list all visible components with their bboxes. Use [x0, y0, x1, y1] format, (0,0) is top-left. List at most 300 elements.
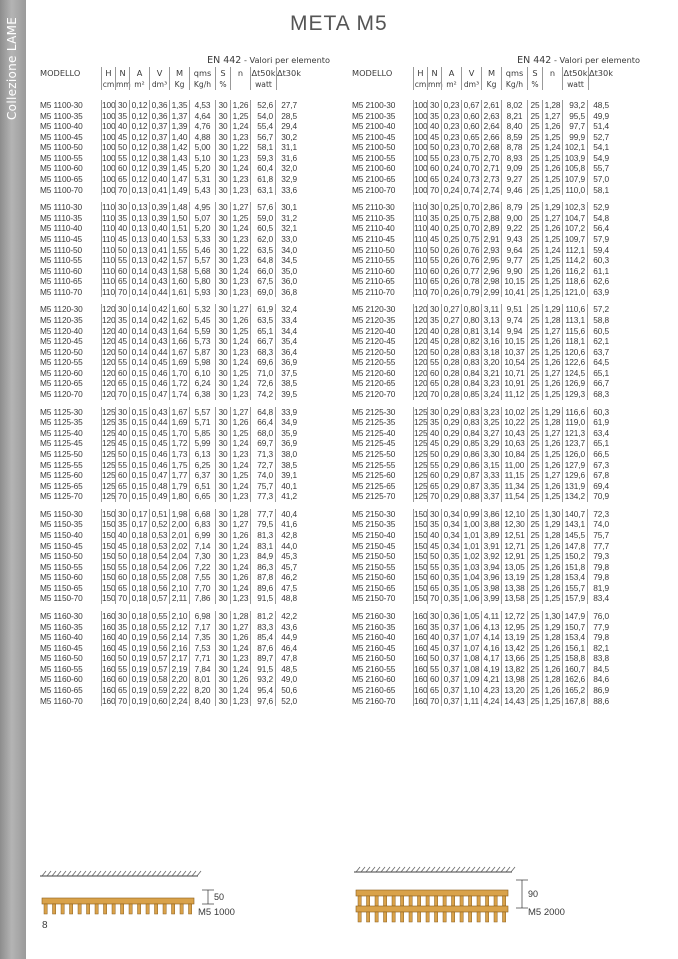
cell-s-percent: 30 [215, 100, 230, 111]
cell-output-dt50: 69,6 [250, 357, 275, 368]
cell-output-dt30: 60,3 [587, 407, 611, 418]
wall-hatch [461, 867, 465, 872]
cell-output-dt30: 81,9 [587, 583, 611, 594]
cell-area: 0,15 [129, 470, 149, 481]
cell-n-exponent: 1,27 [542, 213, 562, 224]
cell-flow: 5,10 [189, 153, 215, 164]
cell-output-dt30: 31,6 [275, 153, 299, 164]
cell-n-exponent: 1,23 [230, 255, 250, 266]
wall-hatch [451, 867, 455, 872]
cell-volume: 0,41 [149, 185, 169, 196]
dimension-label: 90 [528, 889, 539, 899]
cell-s-percent: 25 [527, 685, 542, 696]
cell-n-exponent: 1,24 [230, 664, 250, 675]
cell-n-exponent: 1,25 [542, 287, 562, 298]
cell-model: M5 2110-30 [352, 202, 395, 213]
cell-flow: 12,10 [501, 509, 527, 520]
cell-volume: 0,85 [461, 389, 481, 400]
cell-model: M5 1100-40 [40, 121, 83, 132]
cell-spacing: 35 [115, 519, 129, 530]
cell-s-percent: 25 [527, 378, 542, 389]
cell-height: 160 [414, 621, 428, 632]
cell-model: M5 2150-30 [352, 508, 396, 519]
table-row [352, 132, 640, 143]
cell-height: 150 [102, 593, 116, 604]
cell-s-percent: 30 [215, 326, 230, 337]
cell-model: M5 2150-45 [352, 540, 396, 551]
cell-volume: 0,40 [149, 234, 169, 245]
cell-area: 0,26 [441, 245, 461, 256]
cell-volume: 0,70 [461, 163, 481, 174]
cell-model: M5 1100-55 [40, 152, 83, 163]
cell-spacing: 65 [427, 685, 441, 696]
cell-volume: 0,40 [149, 174, 169, 185]
cell-height: 100 [102, 163, 116, 174]
cell-output-dt30: 79,3 [587, 551, 611, 562]
cell-model: M5 2150-60 [352, 572, 396, 583]
table-row [40, 174, 330, 185]
cell-flow: 13,58 [501, 593, 527, 604]
table-row [352, 185, 640, 196]
cell-height: 125 [102, 459, 116, 470]
cell-height: 150 [102, 572, 116, 583]
cell-area: 0,15 [129, 460, 149, 471]
cell-spacing: 35 [427, 417, 441, 428]
radiator-element [180, 904, 183, 914]
cell-height: 100 [414, 121, 428, 132]
cell-volume: 0,80 [461, 304, 481, 315]
wall-hatch [401, 867, 405, 872]
radiator-element [375, 912, 378, 922]
cell-model: M5 1120-70 [40, 389, 83, 400]
wall-hatch [62, 871, 66, 876]
cell-mass: 1,74 [169, 389, 189, 400]
cell-height: 125 [414, 491, 428, 502]
cell-area: 0,12 [129, 132, 149, 143]
cell-spacing: 35 [427, 213, 441, 224]
table-row [40, 266, 330, 277]
unit-label-flow: Kg/h [189, 79, 215, 90]
cell-volume: 1,01 [461, 530, 481, 541]
wall-hatch [77, 871, 81, 876]
cell-output-dt30: 40,1 [275, 481, 299, 492]
cell-model: M5 1150-60 [40, 572, 83, 583]
cell-flow: 5,20 [189, 223, 215, 234]
cell-s-percent: 30 [215, 153, 230, 164]
cell-model: M5 1120-45 [40, 336, 83, 347]
radiator-element [409, 896, 412, 906]
cell-flow: 8,40 [501, 121, 527, 132]
cell-flow: 7,86 [189, 593, 215, 604]
cell-volume: 0,39 [149, 213, 169, 224]
table-row [352, 460, 640, 471]
cell-flow: 8,78 [501, 142, 527, 153]
cell-area: 0,17 [129, 509, 149, 520]
column-header-model: MODELLO [352, 68, 393, 78]
wall-hatch [102, 871, 106, 876]
wall-hatch [172, 871, 176, 876]
wall-hatch [446, 867, 450, 872]
cell-model: M5 1100-65 [40, 174, 83, 185]
cell-n-exponent: 1,26 [542, 357, 562, 368]
cell-area: 0,37 [441, 674, 461, 685]
cell-height: 120 [414, 378, 428, 389]
cell-spacing: 70 [427, 696, 441, 707]
standard-name: EN 442 [517, 55, 552, 66]
table-row [40, 223, 330, 234]
cell-volume: 0,39 [149, 202, 169, 213]
cell-mass: 3,29 [481, 438, 501, 449]
cell-area: 0,14 [129, 287, 149, 298]
cell-area: 0,29 [441, 449, 461, 460]
cell-flow: 10,15 [501, 336, 527, 347]
cell-spacing: 45 [115, 643, 129, 654]
cell-height: 110 [414, 276, 427, 287]
cell-mass: 1,70 [169, 368, 189, 379]
cell-model: M5 2110-40 [352, 223, 395, 234]
cell-model: M5 2120-55 [352, 357, 396, 368]
cell-spacing: 50 [427, 551, 441, 562]
cell-area: 0,23 [441, 142, 461, 153]
cell-model: M5 1120-30 [40, 304, 83, 315]
cell-s-percent: 30 [215, 470, 230, 481]
cell-volume: 0,38 [149, 153, 169, 164]
cell-volume: 0,51 [149, 509, 169, 520]
radiator-element [503, 912, 506, 922]
cell-s-percent: 30 [215, 562, 230, 573]
cell-mass: 1,69 [169, 417, 189, 428]
cell-n-exponent: 1,26 [542, 266, 562, 277]
cell-model: M5 2100-45 [352, 131, 396, 142]
cell-output-dt30: 52,9 [587, 202, 611, 213]
cell-output-dt30: 48,5 [275, 664, 299, 675]
cell-volume: 0,73 [461, 174, 481, 185]
cell-output-dt30: 33,9 [275, 407, 299, 418]
cell-area: 0,29 [441, 491, 461, 502]
cell-output-dt30: 67,3 [587, 460, 611, 471]
cell-output-dt50: 165,2 [562, 685, 587, 696]
cell-model: M5 1100-35 [40, 110, 83, 121]
table-row [352, 449, 640, 460]
wall-hatch [167, 871, 171, 876]
radiator-element [384, 912, 387, 922]
cell-spacing: 35 [115, 213, 129, 224]
cell-volume: 0,38 [149, 142, 169, 153]
cell-s-percent: 30 [215, 185, 230, 196]
cell-area: 0,23 [441, 132, 461, 143]
cell-n-exponent: 1,27 [230, 202, 250, 213]
cell-mass: 4,24 [481, 696, 501, 707]
cell-output-dt50: 120,6 [562, 347, 587, 358]
cell-model: M5 2150-70 [352, 593, 396, 604]
cell-volume: 0,49 [149, 491, 169, 502]
cell-output-dt50: 121,0 [562, 287, 587, 298]
radiator-element [367, 912, 370, 922]
cell-output-dt50: 86,3 [250, 562, 275, 573]
cell-spacing: 30 [427, 202, 441, 213]
table-row [40, 255, 330, 266]
cell-volume: 0,44 [149, 417, 169, 428]
cell-n-exponent: 1,26 [542, 664, 562, 675]
cell-output-dt50: 103,9 [562, 153, 587, 164]
cell-s-percent: 30 [215, 417, 230, 428]
wall-hatch [187, 871, 191, 876]
column-header-flow: qms [501, 67, 527, 79]
cell-output-dt50: 145,5 [562, 530, 587, 541]
cell-output-dt30: 83,4 [587, 593, 611, 604]
table-row [352, 481, 640, 492]
cell-output-dt30: 54,8 [587, 213, 611, 224]
cell-area: 0,26 [441, 255, 461, 266]
sidebar-band [0, 0, 26, 959]
table-row [40, 460, 330, 471]
cell-spacing: 45 [115, 132, 129, 143]
cell-s-percent: 25 [527, 163, 542, 174]
table-body [352, 100, 640, 706]
cell-s-percent: 25 [527, 326, 542, 337]
cell-height: 120 [414, 336, 428, 347]
cell-height: 125 [102, 470, 116, 481]
cell-output-dt30: 65,1 [587, 368, 611, 379]
table-row [352, 407, 640, 418]
cell-spacing: 35 [427, 111, 441, 122]
cell-output-dt30: 57,9 [587, 234, 611, 245]
cell-mass: 2,19 [169, 664, 189, 675]
unit-label-s-percent: % [527, 79, 542, 90]
cell-mass: 2,24 [169, 696, 189, 707]
cell-volume: 0,99 [461, 509, 481, 520]
cell-output-dt50: 74,0 [250, 470, 275, 481]
cell-s-percent: 30 [215, 174, 230, 185]
wall-hatch [127, 871, 131, 876]
cell-spacing: 45 [115, 234, 129, 245]
cell-n-exponent: 1,24 [230, 583, 250, 594]
cell-s-percent: 25 [527, 449, 542, 460]
cell-height: 110 [102, 276, 115, 287]
cell-output-dt30: 49,0 [275, 674, 299, 685]
cell-height: 100 [102, 110, 116, 121]
cell-mass: 1,60 [169, 304, 189, 315]
cell-spacing: 50 [427, 245, 441, 256]
cell-area: 0,37 [441, 664, 461, 675]
cell-output-dt50: 60,5 [250, 223, 275, 234]
cell-n-exponent: 1,25 [542, 132, 562, 143]
cell-model: M5 2150-35 [352, 519, 396, 530]
cell-flow: 9,09 [501, 163, 527, 174]
cell-output-dt30: 42,2 [275, 611, 299, 622]
cell-mass: 1,35 [169, 100, 189, 111]
cell-s-percent: 25 [527, 407, 542, 418]
cell-s-percent: 30 [215, 491, 230, 502]
cell-s-percent: 30 [215, 519, 230, 530]
cell-model: M5 1150-70 [40, 593, 83, 604]
cell-flow: 8,01 [189, 674, 215, 685]
cell-area: 0,23 [441, 153, 461, 164]
cell-height: 110 [102, 202, 115, 213]
column-header-spacing: N [115, 67, 129, 79]
cell-mass: 1,79 [169, 481, 189, 492]
cell-output-dt50: 113,1 [562, 315, 587, 326]
wall-hatch [491, 867, 495, 872]
wall-hatch [356, 867, 360, 872]
column-header-mass: M [169, 67, 189, 79]
cell-area: 0,15 [129, 449, 149, 460]
cell-area: 0,28 [441, 326, 461, 337]
cell-volume: 1,05 [461, 611, 481, 622]
cell-s-percent: 25 [527, 611, 542, 622]
cell-output-dt30: 52,7 [587, 132, 611, 143]
cell-output-dt50: 95,5 [562, 111, 587, 122]
cell-volume: 0,54 [149, 562, 169, 573]
cell-n-exponent: 1,23 [230, 593, 250, 604]
table-row [352, 653, 640, 664]
cell-model: M5 2110-50 [352, 244, 395, 255]
cell-area: 0,34 [441, 509, 461, 520]
cell-n-exponent: 1,25 [542, 234, 562, 245]
table-row [40, 202, 330, 213]
cell-s-percent: 25 [527, 593, 542, 604]
cell-area: 0,19 [129, 664, 149, 675]
cell-s-percent: 25 [527, 428, 542, 439]
radiator-element [486, 896, 489, 906]
cell-spacing: 40 [115, 121, 129, 132]
cell-area: 0,26 [441, 266, 461, 277]
cell-spacing: 70 [115, 389, 129, 400]
cell-output-dt30: 79,8 [587, 632, 611, 643]
cell-mass: 2,17 [169, 653, 189, 664]
cell-s-percent: 30 [215, 132, 230, 143]
cell-height: 120 [414, 314, 428, 325]
cell-area: 0,29 [441, 470, 461, 481]
cell-height: 120 [102, 389, 116, 400]
cell-n-exponent: 1,29 [542, 622, 562, 633]
cell-height: 120 [414, 357, 428, 368]
table-row [352, 551, 640, 562]
cell-output-dt30: 32,4 [275, 304, 299, 315]
cell-height: 150 [414, 593, 428, 604]
column-header-area: A [441, 67, 461, 79]
cell-mass: 3,88 [481, 519, 501, 530]
radiator-element [384, 896, 387, 906]
cell-s-percent: 25 [527, 643, 542, 654]
cell-area: 0,25 [441, 202, 461, 213]
cell-output-dt30: 62,1 [587, 336, 611, 347]
table-row [352, 336, 640, 347]
cell-area: 0,18 [129, 622, 149, 633]
wall-hatch [501, 867, 505, 872]
table-row [40, 562, 330, 573]
cell-area: 0,13 [129, 202, 149, 213]
cell-n-exponent: 1,25 [230, 368, 250, 379]
radiator-element [367, 896, 370, 906]
cell-mass: 2,01 [169, 530, 189, 541]
cell-volume: 0,43 [149, 276, 169, 287]
cell-s-percent: 25 [527, 622, 542, 633]
table-row [40, 276, 330, 287]
cell-n-exponent: 1,26 [542, 583, 562, 594]
wall-hatch [371, 867, 375, 872]
cell-mass: 4,19 [481, 664, 501, 675]
cell-n-exponent: 1,26 [542, 541, 562, 552]
table-row [352, 541, 640, 552]
cell-output-dt30: 34,5 [275, 255, 299, 266]
cell-n-exponent: 1,23 [230, 287, 250, 298]
cell-n-exponent: 1,24 [230, 223, 250, 234]
cell-s-percent: 25 [527, 245, 542, 256]
cell-flow: 11,00 [501, 460, 527, 471]
cell-s-percent: 25 [527, 551, 542, 562]
cell-volume: 0,43 [149, 407, 169, 418]
cell-area: 0,18 [129, 541, 149, 552]
cell-mass: 1,67 [169, 347, 189, 358]
wall-hatch [117, 871, 121, 876]
cell-area: 0,13 [129, 223, 149, 234]
cell-area: 0,19 [129, 674, 149, 685]
cell-mass: 3,96 [481, 572, 501, 583]
cell-mass: 4,14 [481, 632, 501, 643]
cell-output-dt30: 88,6 [587, 696, 611, 707]
cell-n-exponent: 1,24 [542, 245, 562, 256]
cell-s-percent: 25 [527, 234, 542, 245]
cell-flow: 9,77 [501, 255, 527, 266]
cell-flow: 13,42 [501, 643, 527, 654]
cell-height: 160 [414, 642, 428, 653]
cell-height: 120 [414, 367, 428, 378]
cell-model: M5 2160-45 [352, 642, 396, 653]
cell-area: 0,14 [129, 336, 149, 347]
cell-mass: 2,02 [169, 541, 189, 552]
cell-output-dt50: 114,2 [562, 255, 587, 266]
cell-spacing: 70 [115, 696, 129, 707]
cell-output-dt30: 28,5 [275, 111, 299, 122]
cell-s-percent: 30 [215, 245, 230, 256]
standard-note: - Valori per elemento [243, 55, 330, 65]
cell-height: 150 [414, 519, 428, 530]
cell-output-dt50: 160,7 [562, 664, 587, 675]
cell-height: 110 [414, 255, 427, 266]
table-row [352, 632, 640, 643]
cell-output-dt50: 74,2 [250, 389, 275, 400]
cell-flow: 11,15 [501, 470, 527, 481]
cell-model: M5 2160-50 [352, 653, 396, 664]
cell-output-dt30: 27,7 [275, 100, 299, 111]
cell-spacing: 50 [427, 449, 441, 460]
cell-height: 125 [414, 470, 428, 481]
cell-output-dt50: 102,3 [562, 202, 587, 213]
unit-label-area: m² [441, 79, 461, 90]
cell-output-dt50: 99,9 [562, 132, 587, 143]
cell-volume: 0,75 [461, 234, 481, 245]
cell-spacing: 45 [427, 336, 441, 347]
cell-mass: 2,20 [169, 674, 189, 685]
cell-s-percent: 30 [215, 643, 230, 654]
cell-s-percent: 25 [527, 460, 542, 471]
unit-label-volume: dm³ [461, 79, 481, 90]
table-row [352, 315, 640, 326]
cell-n-exponent: 1,23 [230, 174, 250, 185]
radiator-element [95, 904, 98, 914]
radiator-element [503, 896, 506, 906]
cell-n-exponent: 1,26 [230, 674, 250, 685]
table-row [40, 347, 330, 358]
cell-flow: 13,38 [501, 583, 527, 594]
cell-output-dt50: 134,2 [562, 491, 587, 502]
table-row [40, 142, 330, 153]
cell-model: M5 2100-30 [352, 100, 396, 110]
cell-s-percent: 30 [215, 407, 230, 418]
cell-mass: 2,70 [481, 153, 501, 164]
cell-area: 0,14 [129, 326, 149, 337]
